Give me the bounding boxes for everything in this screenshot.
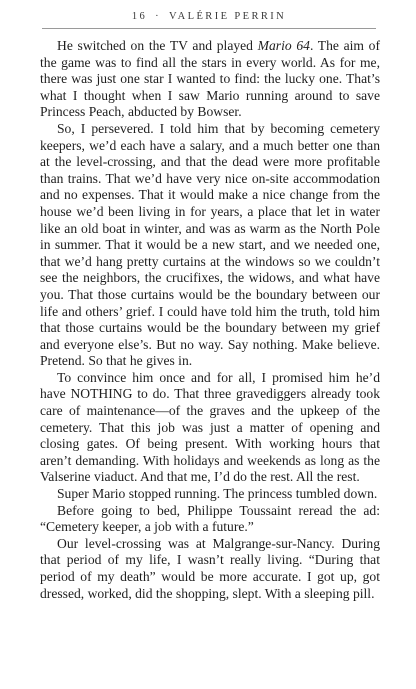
paragraph-1-rest: . The aim of the game was to find all the stars in every world. As for me, there was just one star I wanted to find: the lucky one. That’s what I thought when I saw Mario running around to save Princess Peach, abducted by Bowser.: [40, 38, 380, 120]
paragraph-4: Super Mario stopped running. The princess tumbled down.: [57, 486, 378, 502]
paragraph-5: Before going to bed, Philippe Toussaint reread the ad: “Cemetery keeper, a job with a future.”: [40, 502, 380, 535]
game-title: Mario 64: [257, 38, 310, 53]
paragraph-6: Our level-crossing was at Malgrange-sur-Nancy. During that period of my life, I wasn’t really living. “During that period of my death” would be more accurate. I got up, got dressed, worked, did the shopping, slept. With a sleeping pill.: [40, 535, 380, 601]
paragraph-1-lead: He switched on the TV and played: [57, 38, 258, 53]
paragraph-2: So, I persevered. I told him that by becoming cemetery keepers, we’d each have a salary, and a much better one than at the level-crossing, and that the dead were more profitable than trains. That we’d have very nice on-site accommodation and no expenses. That it would make a nice change from the house we’d been living in for years, a place that let in water like an old boat in winter, and was as warm as the North Pole in summer. That it would be a new start, and we needed one, that we’d hang pretty curtains at the windows so we couldn’t see the neighbors, the crucifixes, the widows, and what have you. That those curtains would be the boundary between our life and others’ grief. I could have told him the truth, told him that those curtains would be the boundary between my grief and everyone else’s. But no way. Say nothing. Make believe. Pretend. So that he gives in.: [40, 120, 380, 369]
running-head: [42, 4, 376, 29]
body-text: [40, 38, 380, 602]
page-number: 16: [131, 10, 148, 22]
author-name: VALÉRIE PERRIN: [169, 10, 287, 22]
paragraph-3: To convince him once and for all, I promised him he’d have NOTHING to do. That three gravediggers already took care of maintenance—of the graves and the upkeep of the cemetery. That this job was just a matter of opening and closing gates. Of being present. With working hours that aren’t demanding. With holidays and weekends as long as the Valserine viaduct. And that me, I’d do the rest. All the rest.: [40, 369, 380, 485]
header-separator: ·: [155, 10, 162, 22]
paragraph-1: [40, 38, 380, 121]
